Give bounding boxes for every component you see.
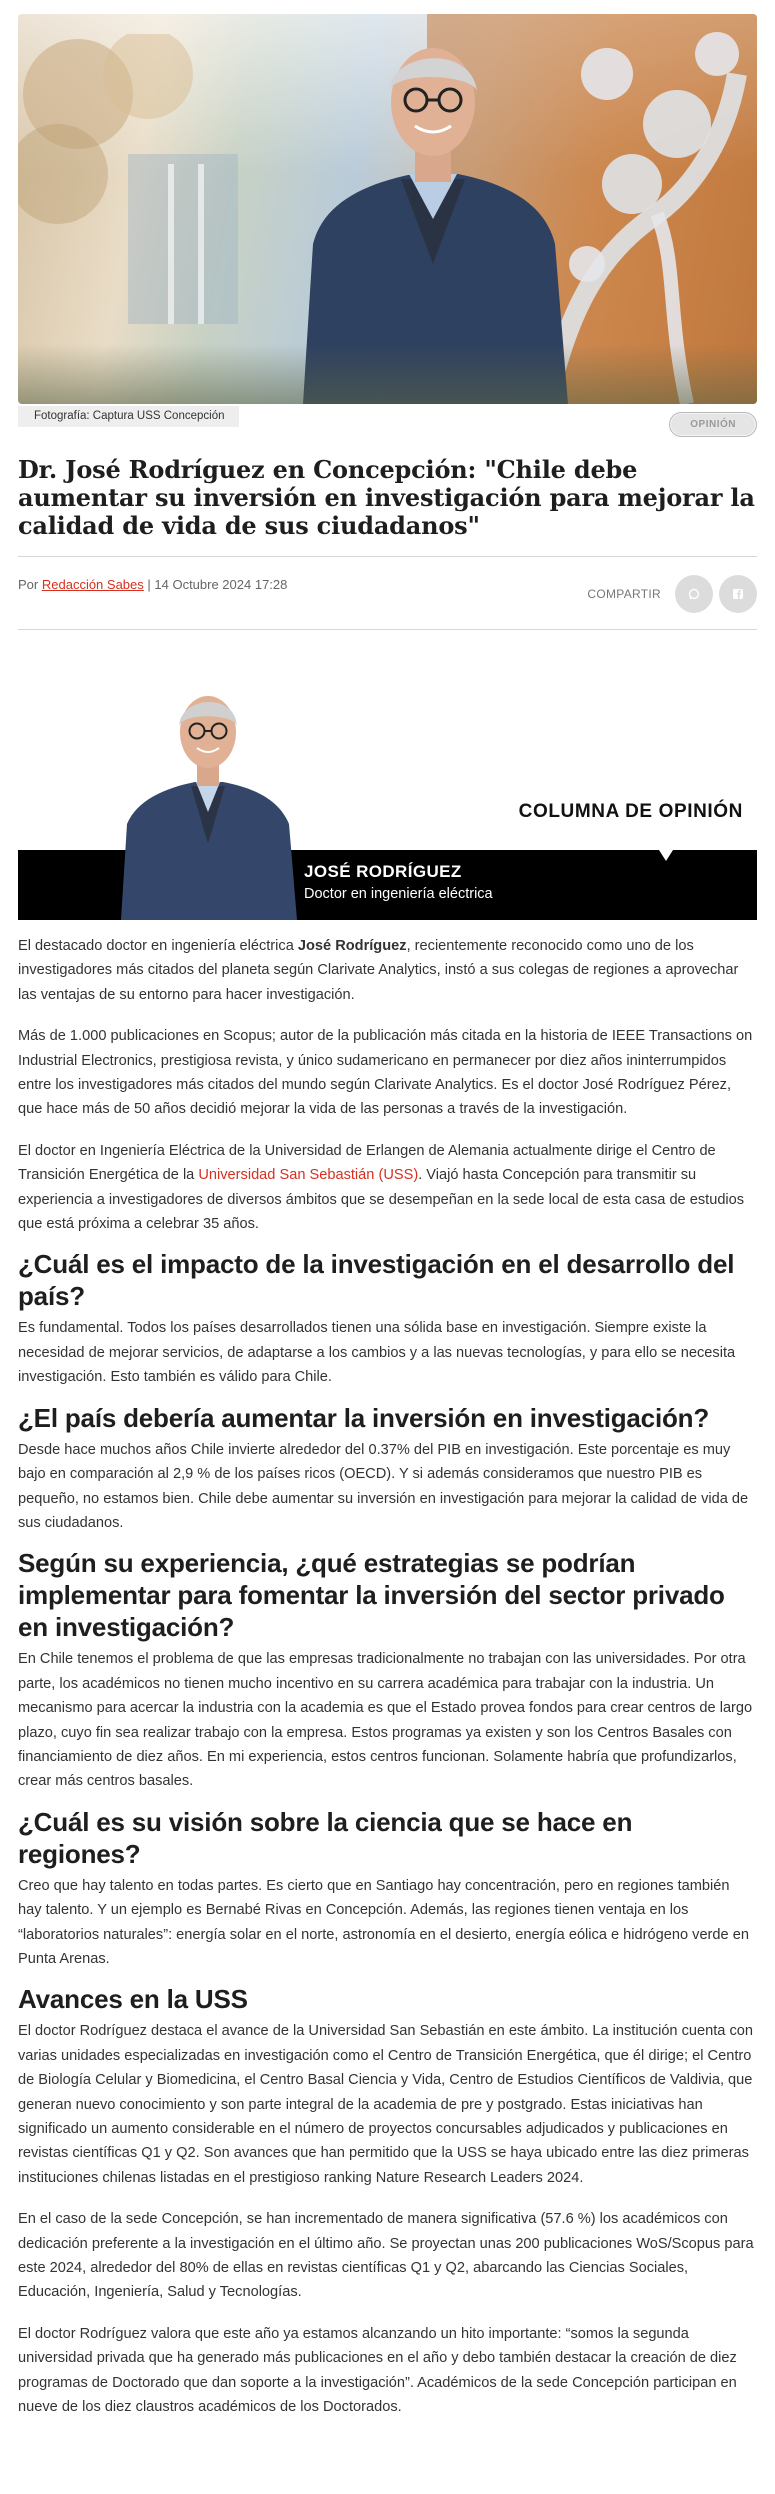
share-label: COMPARTIR (587, 587, 661, 601)
whatsapp-icon (688, 588, 700, 600)
section-heading: Avances en la USS (18, 1984, 248, 2015)
byline-prefix: Por (18, 577, 39, 592)
section-heading: ¿Cuál es su visión sobre la ciencia que se hace en regiones? (18, 1806, 633, 1869)
text-run: El doctor en Ingeniería Eléctrica de la Universidad de Erlangen de Alemania actualmente dirige el Centro de Transición Energética de la (18, 1142, 716, 1184)
text-run: . Viajó hasta Concepción para transmitir su experiencia a investigadores de diversos ámbitos que se desempeñan en la sede local de esta casa de estudios que está próxima a celebrar 35 años. (18, 1167, 745, 1233)
text-run: El destacado doctor en ingeniería eléctrica (18, 938, 298, 954)
uss-link[interactable]: Universidad San Sebastián (USS) (198, 1167, 419, 1184)
paragraph (18, 1139, 757, 1237)
photo-caption: Fotografía: Captura USS Concepción (18, 406, 239, 427)
section-heading: Según su experiencia, ¿qué estrategias se podrían implementar para fomentar la inversión del sector privado en investigación? (18, 1548, 725, 1643)
hero-photo (18, 14, 757, 404)
facebook-icon (732, 588, 744, 600)
photo-caption-row (18, 404, 757, 436)
paragraph: Creo que hay talento en todas partes. Es cierto que en Santiago hay concentración, pero en regiones también hay talento. Y un ejemplo es Bernabé Rivas en Concepción. Además, las regiones tienen ventaja en los “laboratorios naturales”: energía solar en el norte, astronomía en el desierto, energía eólica e hidrógeno verde en Punta Arenas. (18, 1877, 749, 1967)
article-meta (18, 557, 757, 629)
banner-notch (659, 850, 673, 861)
opinion-badge[interactable]: OPINIÓN (669, 412, 757, 437)
hero-ground (18, 344, 757, 404)
bold-name: José Rodríguez (297, 938, 407, 954)
column-label: COLUMNA DE OPINIÓN (518, 801, 743, 822)
text-run: , recientemente reconocido como uno de los investigadores más citados del planeta según Clarivate Analytics, instó a sus colegas de regiones a aprovechar las ventajas de su entorno para hacer investigación. (18, 938, 739, 1003)
columnist-role: Doctor en ingeniería eléctrica (304, 886, 493, 902)
paragraph: El doctor Rodríguez valora que este año ya estamos alcanzando un hito importante: “somos la segunda universidad privada que ha generado más publicaciones en el año y debo también destacar la creación de diez programas de Doctorado que dan soporte a la investigación”. Académicos de la sede Concepción participan en nueve de los diez claustros académicos de los Doctorados. (18, 2325, 737, 2416)
publish-date: | 14 Octubre 2024 17:28 (147, 577, 288, 592)
whatsapp-share-button[interactable] (675, 575, 713, 613)
section-heading: ¿Cuál es el impacto de la investigación en el desarrollo del país? (18, 1249, 735, 1312)
article-title: Dr. José Rodríguez en Concepción: "Chile debe aumentar su inversión en investigación para mejorar la calidad de vida de sus ciudadanos" (18, 455, 755, 540)
paragraph: Desde hace muchos años Chile invierte alrededor del 0.37% del PIB en investigación. Este porcentaje es muy bajo en comparación al 2,9 % de los países ricos (OECD). Y si además consideramos que nuestro PIB es pequeño, no estamos bien. Chile debe aumentar su inversión en investigación para mejorar la calidad de vida de sus ciudadanos. (18, 1441, 749, 1531)
paragraph: En el caso de la sede Concepción, se han incrementado de manera significativa (57.6 %) los académicos con dedicación preferente a la investigación en el último año. Se proyectan unas 200 publicaciones WoS/Scopus para este 2024, alrededor del 80% de ellas en revistas científicas Q1 y Q2, abarcando las Ciencias Sociales, Educación, Ingeniería, Salud y Tecnologías. (18, 2211, 754, 2301)
paragraph: Más de 1.000 publicaciones en Scopus; autor de la publicación más citada en la historia de IEEE Transactions on Industrial Electronics, prestigiosa revista, y único sudamericano en permanecer por diez años ininterrumpidos entre los investigadores más citados del mundo según Clarivate Analytics. Es el doctor José Rodríguez Pérez, que hace más de 50 años decidió mejorar la vida de las personas a través de la investigación. (18, 1028, 753, 1118)
paragraph: El doctor Rodríguez destaca el avance de la Universidad San Sebastián en este ámbito. La institución cuenta con varias unidades especializadas en investigación como el Centro de Transición Energética, que él dirige; el Centro de Biología Celular y Biomedicina, el Centro Basal Ciencia y Vida, Centro de Estudios Científicos de Valdivia, que generan nuevo conocimiento y son parte integral de la academia de pre y postgrado. Estas iniciativas han significado un aumento considerable en el número de proyectos concursables adjudicados y publicaciones en revistas científicas Q1 y Q2. Son avances que han permitido que la USS se haya ubicado entre las diez primeras instituciones chilenas listadas en el prestigioso ranking Nature Research Leaders 2024. (18, 2023, 754, 2186)
facebook-share-button[interactable] (719, 575, 757, 613)
columnist-portrait (113, 674, 303, 920)
section-heading: ¿El país debería aumentar la inversión en investigación? (18, 1402, 710, 1433)
hero-background-tree (18, 34, 258, 334)
author-link[interactable]: Redacción Sabes (41, 577, 144, 592)
paragraph: Es fundamental. Todos los países desarrollados tienen una sólida base en investigación. Siempre existe la necesidad de mejorar servicios, de adaptarse a los cambios y a las nuevas tecnologías, y para ello se necesita investigación. Esto también es válido para Chile. (18, 1320, 736, 1386)
byline (18, 577, 287, 592)
share-bar (587, 575, 757, 613)
divider (18, 629, 757, 630)
columnist-name: JOSÉ RODRÍGUEZ (304, 862, 462, 881)
paragraph: En Chile tenemos el problema de que las empresas tradicionalmente no trabajan con las universidades. Por otra parte, los académicos no tienen mucho incentivo en su carrera académica para trabajar con la industria. Un mecanismo para acercar la industria con la academia es que el Estado provea fondos para crear centros de largo plazo, cuyo fin sea realizar trabajo con la empresa. Estos programas ya existen y son los Centros Basales con financiamiento de diez años. En mi experiencia, estos centros funcionan. Solamente habría que profundizarlos, crear más centros basales. (18, 1651, 753, 1790)
article-body (18, 934, 757, 2419)
paragraph (18, 934, 757, 1007)
opinion-column-banner (18, 674, 757, 919)
